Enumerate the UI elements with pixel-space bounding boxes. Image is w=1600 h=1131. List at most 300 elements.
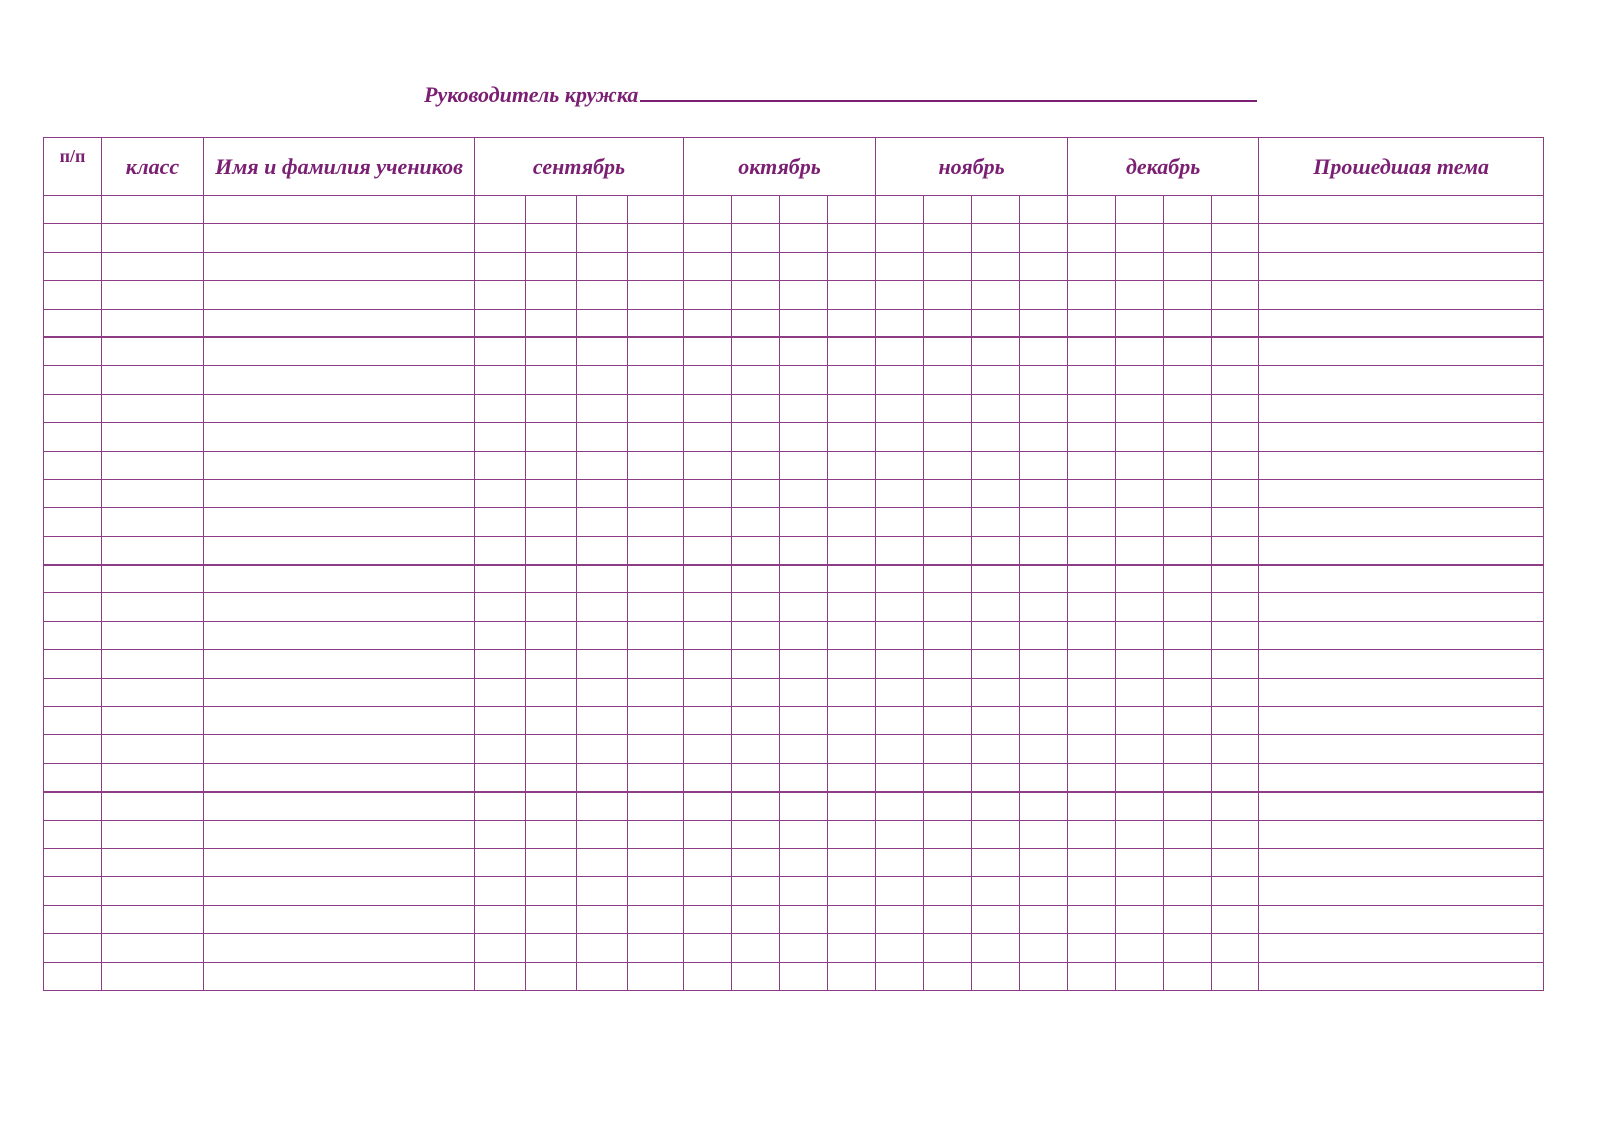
attendance-cell[interactable] — [876, 394, 924, 422]
number-cell[interactable] — [44, 281, 102, 309]
attendance-cell[interactable] — [628, 735, 684, 763]
attendance-cell[interactable] — [876, 281, 924, 309]
attendance-cell[interactable] — [780, 934, 828, 962]
attendance-cell[interactable] — [780, 337, 828, 365]
student-name-cell[interactable] — [204, 196, 475, 224]
attendance-cell[interactable] — [732, 565, 780, 593]
attendance-cell[interactable] — [732, 621, 780, 649]
attendance-cell[interactable] — [732, 763, 780, 791]
attendance-cell[interactable] — [526, 394, 577, 422]
attendance-cell[interactable] — [628, 423, 684, 451]
attendance-cell[interactable] — [475, 196, 526, 224]
attendance-cell[interactable] — [828, 707, 876, 735]
attendance-cell[interactable] — [924, 451, 972, 479]
attendance-cell[interactable] — [828, 565, 876, 593]
attendance-cell[interactable] — [972, 196, 1020, 224]
attendance-cell[interactable] — [684, 337, 732, 365]
attendance-cell[interactable] — [972, 565, 1020, 593]
topic-cell[interactable] — [1259, 593, 1544, 621]
attendance-cell[interactable] — [475, 423, 526, 451]
attendance-cell[interactable] — [1164, 962, 1212, 990]
attendance-cell[interactable] — [628, 196, 684, 224]
attendance-cell[interactable] — [1212, 848, 1259, 876]
attendance-cell[interactable] — [732, 848, 780, 876]
topic-cell[interactable] — [1259, 536, 1544, 564]
attendance-cell[interactable] — [1212, 678, 1259, 706]
attendance-cell[interactable] — [1020, 337, 1068, 365]
number-cell[interactable] — [44, 196, 102, 224]
attendance-cell[interactable] — [1068, 792, 1116, 820]
attendance-cell[interactable] — [1020, 792, 1068, 820]
student-name-cell[interactable] — [204, 820, 475, 848]
attendance-cell[interactable] — [577, 707, 628, 735]
attendance-cell[interactable] — [876, 508, 924, 536]
attendance-cell[interactable] — [526, 366, 577, 394]
attendance-cell[interactable] — [972, 479, 1020, 507]
attendance-cell[interactable] — [972, 337, 1020, 365]
attendance-cell[interactable] — [475, 735, 526, 763]
attendance-cell[interactable] — [526, 934, 577, 962]
attendance-cell[interactable] — [972, 763, 1020, 791]
attendance-cell[interactable] — [924, 848, 972, 876]
attendance-cell[interactable] — [1068, 593, 1116, 621]
attendance-cell[interactable] — [1068, 621, 1116, 649]
attendance-cell[interactable] — [732, 707, 780, 735]
attendance-cell[interactable] — [1164, 934, 1212, 962]
attendance-cell[interactable] — [828, 877, 876, 905]
student-name-cell[interactable] — [204, 508, 475, 536]
attendance-cell[interactable] — [628, 394, 684, 422]
attendance-cell[interactable] — [732, 678, 780, 706]
attendance-cell[interactable] — [924, 650, 972, 678]
attendance-cell[interactable] — [1164, 763, 1212, 791]
attendance-cell[interactable] — [1116, 763, 1164, 791]
attendance-cell[interactable] — [526, 820, 577, 848]
attendance-cell[interactable] — [475, 252, 526, 280]
attendance-cell[interactable] — [780, 792, 828, 820]
attendance-cell[interactable] — [924, 536, 972, 564]
attendance-cell[interactable] — [876, 735, 924, 763]
attendance-cell[interactable] — [876, 962, 924, 990]
attendance-cell[interactable] — [684, 763, 732, 791]
attendance-cell[interactable] — [972, 536, 1020, 564]
attendance-cell[interactable] — [1068, 252, 1116, 280]
attendance-cell[interactable] — [828, 792, 876, 820]
attendance-cell[interactable] — [577, 735, 628, 763]
attendance-cell[interactable] — [526, 508, 577, 536]
number-cell[interactable] — [44, 792, 102, 820]
topic-cell[interactable] — [1259, 508, 1544, 536]
student-name-cell[interactable] — [204, 934, 475, 962]
supervisor-name-blank[interactable] — [640, 80, 1257, 102]
attendance-cell[interactable] — [732, 309, 780, 337]
attendance-cell[interactable] — [1116, 565, 1164, 593]
student-name-cell[interactable] — [204, 792, 475, 820]
attendance-cell[interactable] — [1116, 423, 1164, 451]
attendance-cell[interactable] — [1020, 252, 1068, 280]
attendance-cell[interactable] — [1068, 962, 1116, 990]
attendance-cell[interactable] — [684, 536, 732, 564]
attendance-cell[interactable] — [1116, 905, 1164, 933]
attendance-cell[interactable] — [972, 423, 1020, 451]
attendance-cell[interactable] — [684, 820, 732, 848]
attendance-cell[interactable] — [876, 224, 924, 252]
attendance-cell[interactable] — [684, 309, 732, 337]
attendance-cell[interactable] — [1116, 309, 1164, 337]
attendance-cell[interactable] — [684, 962, 732, 990]
attendance-cell[interactable] — [732, 224, 780, 252]
attendance-cell[interactable] — [732, 394, 780, 422]
attendance-cell[interactable] — [475, 366, 526, 394]
attendance-cell[interactable] — [780, 196, 828, 224]
attendance-cell[interactable] — [684, 905, 732, 933]
attendance-cell[interactable] — [828, 337, 876, 365]
attendance-cell[interactable] — [475, 536, 526, 564]
topic-cell[interactable] — [1259, 252, 1544, 280]
attendance-cell[interactable] — [577, 792, 628, 820]
attendance-cell[interactable] — [475, 792, 526, 820]
attendance-cell[interactable] — [1116, 479, 1164, 507]
attendance-cell[interactable] — [1212, 224, 1259, 252]
attendance-cell[interactable] — [1020, 451, 1068, 479]
attendance-cell[interactable] — [876, 337, 924, 365]
attendance-cell[interactable] — [1212, 593, 1259, 621]
attendance-cell[interactable] — [972, 962, 1020, 990]
attendance-cell[interactable] — [1020, 848, 1068, 876]
attendance-cell[interactable] — [577, 309, 628, 337]
attendance-cell[interactable] — [475, 962, 526, 990]
attendance-cell[interactable] — [1020, 650, 1068, 678]
student-name-cell[interactable] — [204, 678, 475, 706]
attendance-cell[interactable] — [1020, 508, 1068, 536]
class-cell[interactable] — [102, 848, 204, 876]
attendance-cell[interactable] — [1212, 820, 1259, 848]
attendance-cell[interactable] — [924, 394, 972, 422]
attendance-cell[interactable] — [526, 281, 577, 309]
attendance-cell[interactable] — [628, 337, 684, 365]
attendance-cell[interactable] — [1068, 536, 1116, 564]
attendance-cell[interactable] — [577, 877, 628, 905]
attendance-cell[interactable] — [684, 394, 732, 422]
attendance-cell[interactable] — [1116, 508, 1164, 536]
number-cell[interactable] — [44, 394, 102, 422]
attendance-cell[interactable] — [828, 252, 876, 280]
attendance-cell[interactable] — [876, 479, 924, 507]
attendance-cell[interactable] — [1164, 536, 1212, 564]
class-cell[interactable] — [102, 905, 204, 933]
attendance-cell[interactable] — [876, 252, 924, 280]
attendance-cell[interactable] — [1212, 707, 1259, 735]
attendance-cell[interactable] — [1116, 962, 1164, 990]
attendance-cell[interactable] — [577, 366, 628, 394]
attendance-cell[interactable] — [972, 678, 1020, 706]
attendance-cell[interactable] — [924, 735, 972, 763]
attendance-cell[interactable] — [828, 962, 876, 990]
attendance-cell[interactable] — [577, 763, 628, 791]
attendance-cell[interactable] — [1020, 707, 1068, 735]
attendance-cell[interactable] — [732, 905, 780, 933]
attendance-cell[interactable] — [876, 792, 924, 820]
student-name-cell[interactable] — [204, 962, 475, 990]
student-name-cell[interactable] — [204, 224, 475, 252]
number-cell[interactable] — [44, 848, 102, 876]
attendance-cell[interactable] — [876, 593, 924, 621]
attendance-cell[interactable] — [628, 366, 684, 394]
attendance-cell[interactable] — [972, 281, 1020, 309]
attendance-cell[interactable] — [475, 707, 526, 735]
student-name-cell[interactable] — [204, 451, 475, 479]
attendance-cell[interactable] — [1068, 848, 1116, 876]
attendance-cell[interactable] — [780, 707, 828, 735]
attendance-cell[interactable] — [526, 678, 577, 706]
attendance-cell[interactable] — [828, 593, 876, 621]
topic-cell[interactable] — [1259, 707, 1544, 735]
attendance-cell[interactable] — [828, 196, 876, 224]
attendance-cell[interactable] — [684, 565, 732, 593]
attendance-cell[interactable] — [1164, 224, 1212, 252]
attendance-cell[interactable] — [1164, 621, 1212, 649]
class-cell[interactable] — [102, 451, 204, 479]
attendance-cell[interactable] — [526, 224, 577, 252]
attendance-cell[interactable] — [732, 423, 780, 451]
attendance-cell[interactable] — [1212, 281, 1259, 309]
attendance-cell[interactable] — [1164, 366, 1212, 394]
attendance-cell[interactable] — [577, 536, 628, 564]
attendance-cell[interactable] — [1116, 848, 1164, 876]
topic-cell[interactable] — [1259, 678, 1544, 706]
student-name-cell[interactable] — [204, 337, 475, 365]
attendance-cell[interactable] — [628, 962, 684, 990]
attendance-cell[interactable] — [924, 337, 972, 365]
attendance-cell[interactable] — [924, 621, 972, 649]
attendance-cell[interactable] — [684, 281, 732, 309]
attendance-cell[interactable] — [1212, 252, 1259, 280]
attendance-cell[interactable] — [684, 792, 732, 820]
attendance-cell[interactable] — [628, 650, 684, 678]
student-name-cell[interactable] — [204, 707, 475, 735]
attendance-cell[interactable] — [577, 224, 628, 252]
number-cell[interactable] — [44, 905, 102, 933]
class-cell[interactable] — [102, 224, 204, 252]
attendance-cell[interactable] — [780, 224, 828, 252]
attendance-cell[interactable] — [628, 309, 684, 337]
attendance-cell[interactable] — [972, 621, 1020, 649]
attendance-cell[interactable] — [1164, 309, 1212, 337]
topic-cell[interactable] — [1259, 820, 1544, 848]
class-cell[interactable] — [102, 394, 204, 422]
attendance-cell[interactable] — [475, 877, 526, 905]
attendance-cell[interactable] — [1212, 621, 1259, 649]
attendance-cell[interactable] — [1164, 820, 1212, 848]
attendance-cell[interactable] — [684, 707, 732, 735]
attendance-cell[interactable] — [828, 451, 876, 479]
attendance-cell[interactable] — [577, 820, 628, 848]
class-cell[interactable] — [102, 508, 204, 536]
attendance-cell[interactable] — [628, 820, 684, 848]
attendance-cell[interactable] — [628, 678, 684, 706]
attendance-cell[interactable] — [577, 905, 628, 933]
student-name-cell[interactable] — [204, 905, 475, 933]
student-name-cell[interactable] — [204, 309, 475, 337]
attendance-cell[interactable] — [1068, 508, 1116, 536]
attendance-cell[interactable] — [1212, 792, 1259, 820]
number-cell[interactable] — [44, 820, 102, 848]
number-cell[interactable] — [44, 252, 102, 280]
class-cell[interactable] — [102, 820, 204, 848]
attendance-cell[interactable] — [628, 763, 684, 791]
attendance-cell[interactable] — [1068, 707, 1116, 735]
attendance-cell[interactable] — [1068, 678, 1116, 706]
student-name-cell[interactable] — [204, 423, 475, 451]
attendance-cell[interactable] — [684, 252, 732, 280]
attendance-cell[interactable] — [1164, 877, 1212, 905]
attendance-cell[interactable] — [684, 621, 732, 649]
student-name-cell[interactable] — [204, 763, 475, 791]
attendance-cell[interactable] — [1116, 735, 1164, 763]
attendance-cell[interactable] — [1164, 196, 1212, 224]
attendance-cell[interactable] — [828, 848, 876, 876]
class-cell[interactable] — [102, 252, 204, 280]
attendance-cell[interactable] — [732, 196, 780, 224]
attendance-cell[interactable] — [732, 451, 780, 479]
attendance-cell[interactable] — [828, 735, 876, 763]
attendance-cell[interactable] — [475, 281, 526, 309]
number-cell[interactable] — [44, 650, 102, 678]
number-cell[interactable] — [44, 451, 102, 479]
attendance-cell[interactable] — [475, 508, 526, 536]
attendance-cell[interactable] — [780, 621, 828, 649]
attendance-cell[interactable] — [828, 621, 876, 649]
attendance-cell[interactable] — [972, 394, 1020, 422]
attendance-cell[interactable] — [924, 678, 972, 706]
attendance-cell[interactable] — [1068, 366, 1116, 394]
attendance-cell[interactable] — [1068, 565, 1116, 593]
attendance-cell[interactable] — [780, 508, 828, 536]
attendance-cell[interactable] — [577, 451, 628, 479]
topic-cell[interactable] — [1259, 196, 1544, 224]
attendance-cell[interactable] — [577, 848, 628, 876]
attendance-cell[interactable] — [732, 593, 780, 621]
class-cell[interactable] — [102, 196, 204, 224]
attendance-cell[interactable] — [828, 650, 876, 678]
attendance-cell[interactable] — [1164, 565, 1212, 593]
attendance-cell[interactable] — [526, 905, 577, 933]
attendance-cell[interactable] — [628, 707, 684, 735]
attendance-cell[interactable] — [1068, 196, 1116, 224]
attendance-cell[interactable] — [475, 224, 526, 252]
class-cell[interactable] — [102, 423, 204, 451]
attendance-cell[interactable] — [732, 508, 780, 536]
attendance-cell[interactable] — [1164, 423, 1212, 451]
attendance-cell[interactable] — [780, 735, 828, 763]
attendance-cell[interactable] — [1068, 905, 1116, 933]
attendance-cell[interactable] — [526, 252, 577, 280]
attendance-cell[interactable] — [577, 394, 628, 422]
number-cell[interactable] — [44, 479, 102, 507]
attendance-cell[interactable] — [526, 763, 577, 791]
attendance-cell[interactable] — [1164, 451, 1212, 479]
attendance-cell[interactable] — [924, 309, 972, 337]
attendance-cell[interactable] — [628, 934, 684, 962]
student-name-cell[interactable] — [204, 479, 475, 507]
attendance-cell[interactable] — [876, 451, 924, 479]
attendance-cell[interactable] — [924, 252, 972, 280]
student-name-cell[interactable] — [204, 650, 475, 678]
attendance-cell[interactable] — [1164, 394, 1212, 422]
attendance-cell[interactable] — [1068, 934, 1116, 962]
attendance-cell[interactable] — [1068, 877, 1116, 905]
attendance-cell[interactable] — [1020, 905, 1068, 933]
class-cell[interactable] — [102, 877, 204, 905]
attendance-cell[interactable] — [1212, 962, 1259, 990]
attendance-cell[interactable] — [780, 848, 828, 876]
attendance-cell[interactable] — [876, 650, 924, 678]
attendance-cell[interactable] — [1116, 792, 1164, 820]
attendance-cell[interactable] — [828, 224, 876, 252]
student-name-cell[interactable] — [204, 252, 475, 280]
attendance-cell[interactable] — [628, 224, 684, 252]
attendance-cell[interactable] — [577, 281, 628, 309]
topic-cell[interactable] — [1259, 423, 1544, 451]
attendance-cell[interactable] — [684, 479, 732, 507]
attendance-cell[interactable] — [475, 479, 526, 507]
attendance-cell[interactable] — [1068, 650, 1116, 678]
attendance-cell[interactable] — [628, 877, 684, 905]
attendance-cell[interactable] — [732, 735, 780, 763]
attendance-cell[interactable] — [924, 905, 972, 933]
attendance-cell[interactable] — [1164, 337, 1212, 365]
topic-cell[interactable] — [1259, 479, 1544, 507]
attendance-cell[interactable] — [1212, 366, 1259, 394]
attendance-cell[interactable] — [577, 678, 628, 706]
attendance-cell[interactable] — [972, 848, 1020, 876]
class-cell[interactable] — [102, 479, 204, 507]
attendance-cell[interactable] — [475, 593, 526, 621]
attendance-cell[interactable] — [475, 309, 526, 337]
attendance-cell[interactable] — [924, 281, 972, 309]
attendance-cell[interactable] — [1116, 593, 1164, 621]
attendance-cell[interactable] — [972, 252, 1020, 280]
number-cell[interactable] — [44, 707, 102, 735]
attendance-cell[interactable] — [577, 621, 628, 649]
attendance-cell[interactable] — [876, 678, 924, 706]
attendance-cell[interactable] — [1116, 196, 1164, 224]
attendance-cell[interactable] — [684, 934, 732, 962]
attendance-cell[interactable] — [924, 820, 972, 848]
attendance-cell[interactable] — [526, 621, 577, 649]
student-name-cell[interactable] — [204, 877, 475, 905]
attendance-cell[interactable] — [828, 309, 876, 337]
number-cell[interactable] — [44, 678, 102, 706]
attendance-cell[interactable] — [1116, 820, 1164, 848]
attendance-cell[interactable] — [628, 252, 684, 280]
attendance-cell[interactable] — [876, 820, 924, 848]
student-name-cell[interactable] — [204, 735, 475, 763]
attendance-cell[interactable] — [526, 962, 577, 990]
attendance-cell[interactable] — [1020, 934, 1068, 962]
student-name-cell[interactable] — [204, 394, 475, 422]
attendance-cell[interactable] — [780, 678, 828, 706]
attendance-cell[interactable] — [732, 877, 780, 905]
attendance-cell[interactable] — [577, 423, 628, 451]
student-name-cell[interactable] — [204, 536, 475, 564]
attendance-cell[interactable] — [1020, 621, 1068, 649]
attendance-cell[interactable] — [684, 224, 732, 252]
number-cell[interactable] — [44, 337, 102, 365]
attendance-cell[interactable] — [828, 394, 876, 422]
attendance-cell[interactable] — [924, 962, 972, 990]
attendance-cell[interactable] — [876, 848, 924, 876]
